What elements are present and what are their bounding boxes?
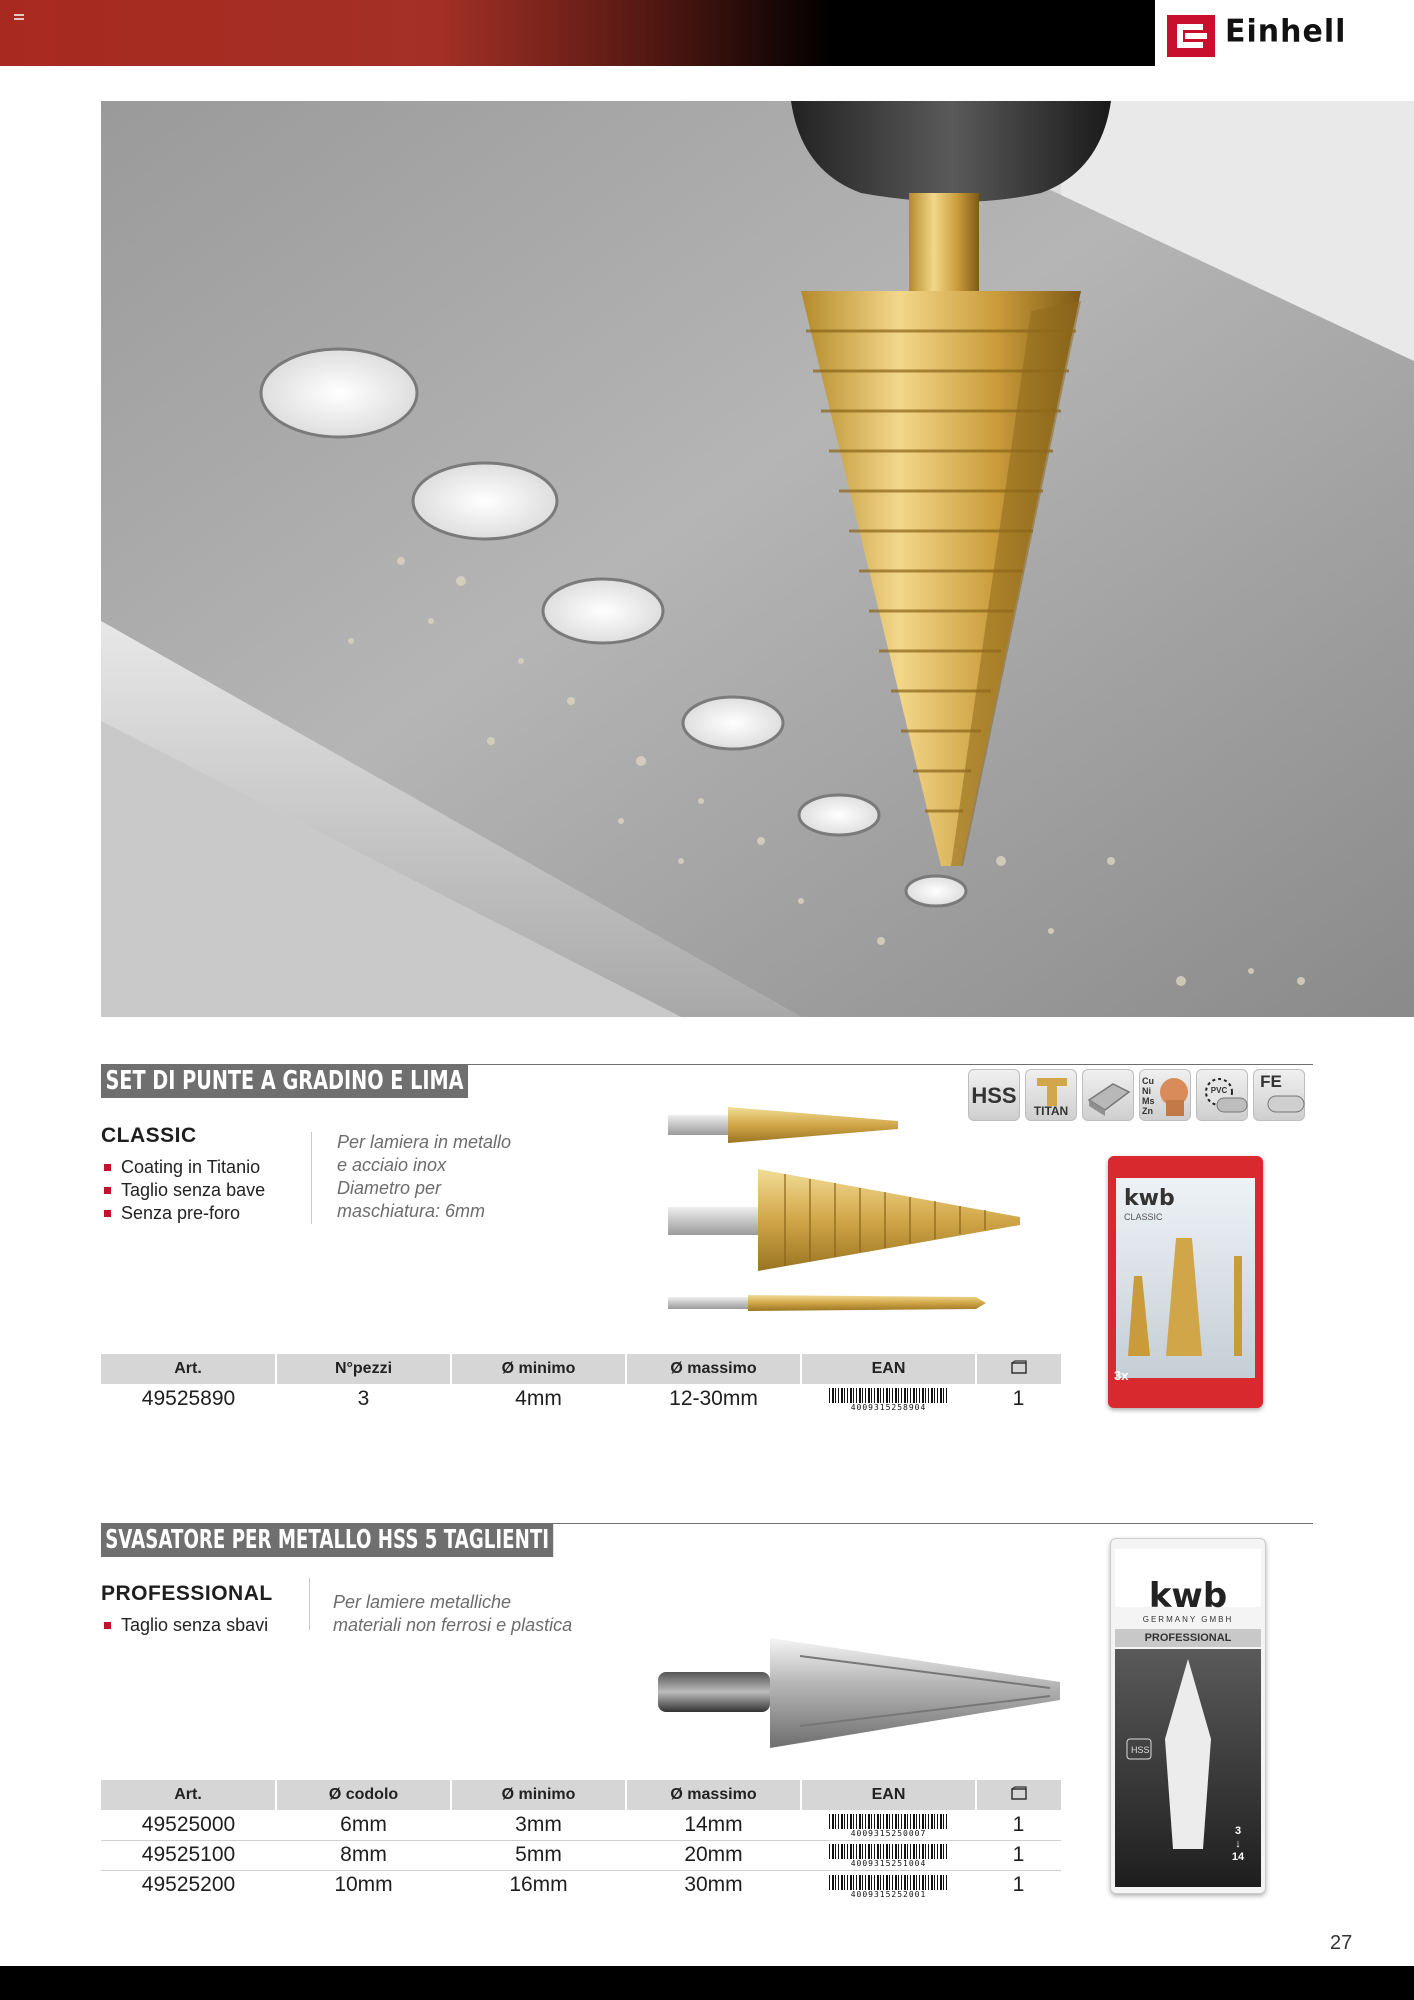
hss-icon: HSS xyxy=(968,1069,1020,1121)
description-line: Diametro per xyxy=(337,1178,442,1198)
svg-text:HSS: HSS xyxy=(1131,1745,1150,1755)
feature-bullet: Taglio senza sbavi xyxy=(101,1614,268,1637)
pack-quantity: 1 xyxy=(1012,1387,1025,1410)
min-diameter: 16mm xyxy=(509,1873,568,1897)
step-drill-set-image xyxy=(660,1095,1040,1325)
description-line: Per lamiera in metallo xyxy=(337,1132,512,1152)
article-number: 49525200 xyxy=(141,1873,236,1897)
min-diameter: 4mm xyxy=(515,1387,562,1410)
column-header: EAN xyxy=(801,1780,976,1810)
table-row xyxy=(101,1870,1061,1900)
product-line-label: CLASSIC xyxy=(101,1124,197,1147)
max-diameter: 30mm xyxy=(684,1873,743,1897)
table-header-row xyxy=(101,1354,1061,1384)
product-package xyxy=(1108,1156,1263,1408)
pack-quantity: 1 xyxy=(976,1840,1061,1870)
table-row xyxy=(101,1810,1061,1840)
description-line: maschiatura: 6mm xyxy=(337,1201,486,1221)
article-number: 49525000 xyxy=(101,1810,276,1840)
column-header: Ø minimo xyxy=(451,1354,626,1384)
brand-name: Einhell xyxy=(1225,13,1347,50)
menu-icon[interactable] xyxy=(14,14,24,24)
titan-icon: TITAN xyxy=(1025,1069,1077,1121)
piece-count: 3 xyxy=(357,1387,370,1410)
product-description xyxy=(337,1131,511,1223)
shank-diameter: 10mm xyxy=(334,1873,393,1897)
shank-diameter: 6mm xyxy=(276,1810,451,1840)
table-row xyxy=(101,1840,1061,1870)
column-header: N°pezzi xyxy=(276,1354,451,1384)
product-description xyxy=(333,1591,572,1637)
package-count: 3x xyxy=(1114,1368,1129,1383)
column-header: Ø massimo xyxy=(626,1354,801,1384)
min-diameter: 3mm xyxy=(451,1810,626,1840)
pack-icon xyxy=(976,1780,1061,1810)
ean-barcode: 4009315258904 xyxy=(801,1384,976,1414)
package-range: 3 ↓ 14 xyxy=(1231,1825,1245,1863)
spec-table xyxy=(101,1780,1061,1900)
einhell-logo-icon xyxy=(1167,15,1215,57)
column-header: Ø massimo xyxy=(626,1780,801,1810)
pack-icon xyxy=(976,1354,1061,1384)
section-title: SET DI PUNTE A GRADINO E LIMA xyxy=(101,1064,468,1098)
header-band xyxy=(0,0,1155,66)
non-ferrous-icon: Cu Ni Ms Zn xyxy=(1139,1069,1191,1121)
max-diameter: 12-30mm xyxy=(669,1387,758,1410)
steel-profile-icon xyxy=(1082,1069,1134,1121)
product-line-label: PROFESSIONAL xyxy=(101,1582,273,1605)
feature-bullet: Taglio senza bave xyxy=(101,1179,265,1202)
product-package xyxy=(1110,1538,1266,1894)
pack-quantity: 1 xyxy=(1012,1873,1025,1897)
ean-barcode: 4009315251004 xyxy=(801,1840,976,1870)
max-diameter: 14mm xyxy=(626,1810,801,1840)
pack-quantity: 1 xyxy=(976,1810,1061,1840)
table-row xyxy=(101,1384,1061,1414)
package-brand: kwb xyxy=(1148,1576,1228,1616)
page-number: 27 xyxy=(1330,1932,1353,1954)
max-diameter: 20mm xyxy=(626,1840,801,1870)
hero-image xyxy=(101,101,1414,1017)
brand-logo[interactable] xyxy=(1155,0,1414,66)
fe-icon: FE xyxy=(1253,1069,1305,1121)
feature-list xyxy=(101,1614,268,1637)
description-line: materiali non ferrosi e plastica xyxy=(333,1615,573,1635)
ean-barcode: 4009315250007 xyxy=(801,1810,976,1840)
column-header: Ø codolo xyxy=(276,1780,451,1810)
column-header: Art. xyxy=(101,1780,276,1810)
feature-list xyxy=(101,1156,265,1225)
min-diameter: 5mm xyxy=(451,1840,626,1870)
article-number: 49525100 xyxy=(101,1840,276,1870)
column-header: EAN xyxy=(801,1354,976,1384)
shank-diameter: 8mm xyxy=(276,1840,451,1870)
divider xyxy=(311,1132,312,1224)
column-header: Ø minimo xyxy=(451,1780,626,1810)
column-header: Art. xyxy=(101,1354,276,1384)
description-line: Per lamiere metalliche xyxy=(333,1592,512,1612)
article-number: 49525890 xyxy=(141,1387,236,1410)
table-header-row xyxy=(101,1780,1061,1810)
package-brand: kwb xyxy=(1124,1186,1175,1211)
package-series: PROFESSIONAL xyxy=(1115,1629,1261,1647)
section-title: SVASATORE PER METALLO HSS 5 TAGLIENTI xyxy=(101,1523,553,1557)
feature-bullet: Coating in Titanio xyxy=(101,1156,265,1179)
divider xyxy=(309,1578,310,1630)
feature-bullet: Senza pre-foro xyxy=(101,1202,265,1225)
step-drill-photo xyxy=(101,101,1414,1017)
description-line: e acciaio inox xyxy=(337,1155,447,1175)
package-series: CLASSIC xyxy=(1124,1212,1163,1222)
spec-table xyxy=(101,1354,1061,1414)
footer-band xyxy=(0,1966,1414,2000)
ean-barcode: 4009315252001 xyxy=(801,1870,976,1900)
package-subbrand: GERMANY GMBH xyxy=(1142,1615,1234,1624)
pvc-icon: PVC xyxy=(1196,1069,1248,1121)
countersink-image xyxy=(650,1628,1070,1758)
